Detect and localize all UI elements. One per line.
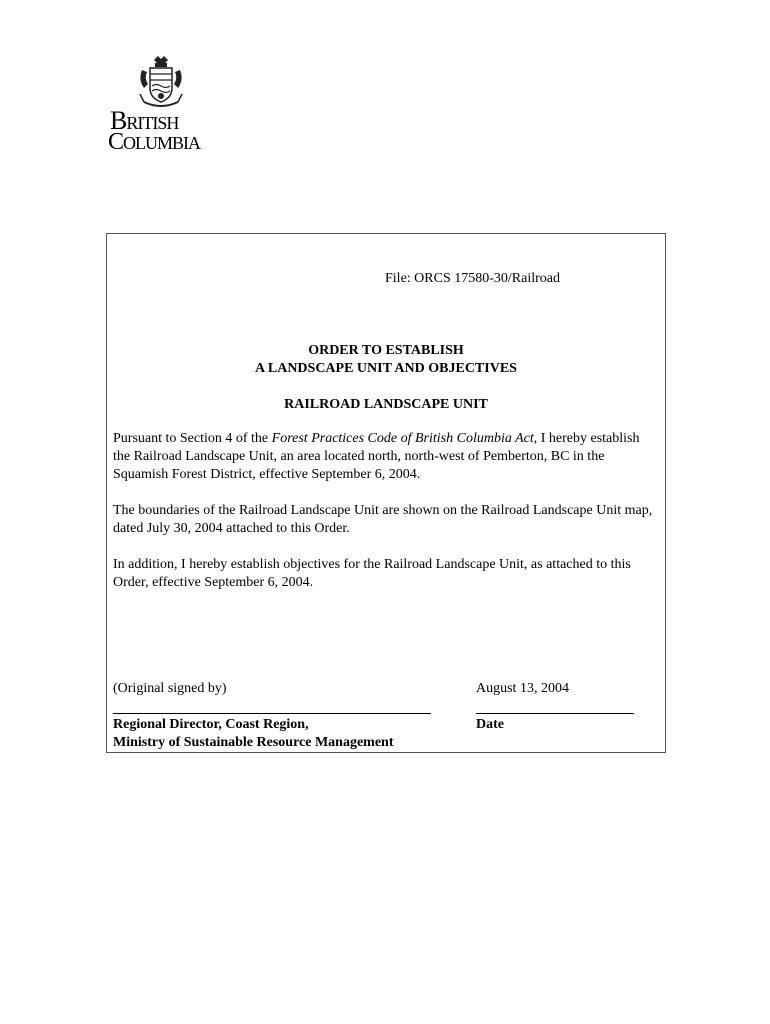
bc-logo <box>96 50 232 158</box>
paragraph-pursuant: Pursuant to Section 4 of the Forest Practices Code of British Columbia Act, I hereby establish the Railroad Landscape Unit, an area located north, north-west of Pemberton, BC in the Squamish Forest District, effective September 6, 2004. <box>113 431 640 482</box>
signatory-title: Regional Director, Coast Region, <box>113 717 309 732</box>
signatory-ministry: Ministry of Sustainable Resource Management <box>113 735 394 750</box>
act-title: Forest Practices Code of British Columbia Act <box>271 431 534 446</box>
landscape-unit-heading: RAILROAD LANDSCAPE UNIT <box>284 397 488 412</box>
order-heading-line2: A LANDSCAPE UNIT AND OBJECTIVES <box>255 361 517 376</box>
logo-wordmark-line1: BRITISH <box>110 106 179 135</box>
signature-line <box>113 713 431 714</box>
signature-date: August 13, 2004 <box>476 681 569 696</box>
original-signed-note: (Original signed by) <box>113 681 227 696</box>
logo-wordmark-line2: COLUMBIA <box>108 129 201 155</box>
file-reference: File: ORCS 17580-30/Railroad <box>385 271 560 286</box>
date-line <box>476 713 634 714</box>
order-document-box <box>106 233 666 753</box>
order-heading-line1: ORDER TO ESTABLISH <box>308 343 464 358</box>
coat-of-arms-icon <box>134 54 188 110</box>
paragraph-objectives: In addition, I hereby establish objectives for the Railroad Landscape Unit, as attached to this Order, effective September 6, 2004. <box>113 557 631 590</box>
date-label: Date <box>476 717 504 732</box>
paragraph-boundaries: The boundaries of the Railroad Landscape Unit are shown on the Railroad Landscape Unit map, dated July 30, 2004 attached to this Order. <box>113 503 653 536</box>
